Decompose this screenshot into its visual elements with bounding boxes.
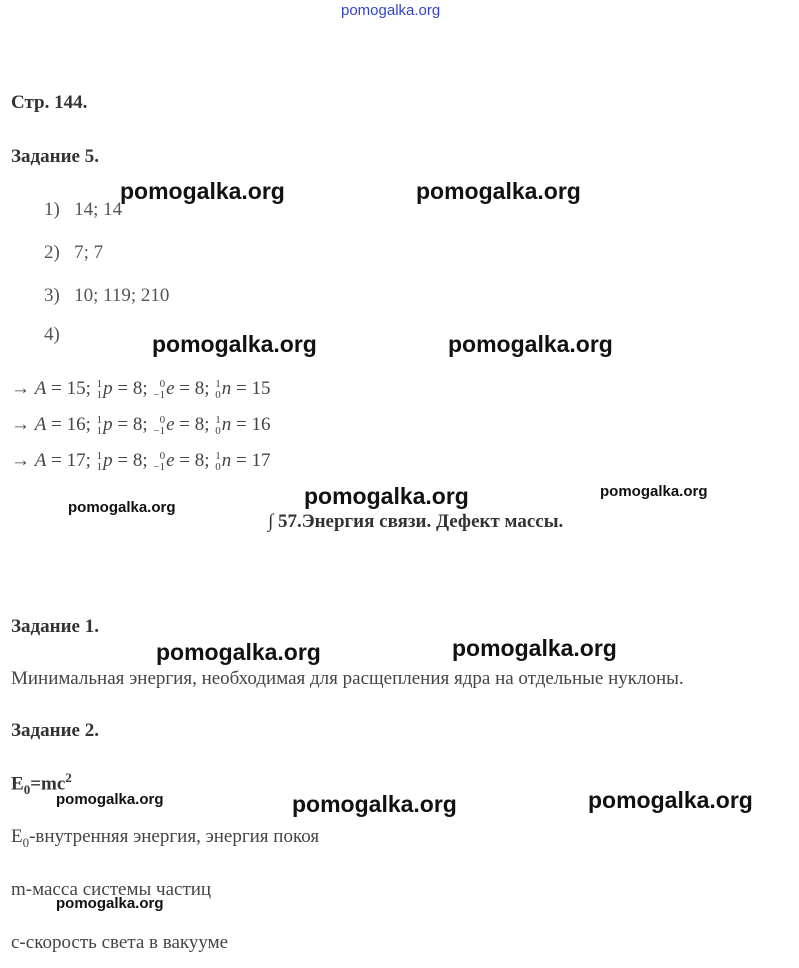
- definition-energy: $E_0$-внутренняя энергия, энергия покоя: [11, 826, 320, 850]
- watermark: pomogalka.org: [120, 178, 285, 204]
- task5-item-1: 1) 14; 14: [44, 199, 123, 220]
- task2-title: Задание 2.: [11, 720, 99, 741]
- energy-formula: $E_0=mc^2$: [11, 770, 72, 798]
- equation-2: → A = 16; 1 1 p = 8; 0 −1 e = 8; 1 0 n = 16: [11, 413, 271, 437]
- watermark: pomogalka.org: [156, 639, 321, 665]
- task5-item-2: 2) 7; 7: [44, 242, 104, 263]
- watermark: pomogalka.org: [152, 331, 317, 357]
- equation-3: → A = 17; 1 1 p = 8; 0 −1 e = 8; 1 0 n = 17: [11, 449, 271, 473]
- watermark: pomogalka.org: [416, 178, 581, 204]
- watermark: pomogalka.org: [56, 895, 164, 912]
- equation-1: → A = 15; 1 1 p = 8; 0 −1 e = 8; 1 0 n = 15: [11, 377, 271, 401]
- watermark: pomogalka.org: [292, 791, 457, 817]
- task1-title: Задание 1.: [11, 616, 99, 637]
- watermark: pomogalka.org: [600, 483, 708, 500]
- task5-item-3: 3) 10; 119; 210: [44, 285, 170, 306]
- definition-mass: m-масса системы частиц: [11, 879, 212, 900]
- task5-title: Задание 5.: [11, 146, 99, 167]
- page-reference: Стр. 144.: [11, 92, 88, 113]
- watermark: pomogalka.org: [304, 483, 469, 509]
- watermark: pomogalka.org: [56, 791, 164, 808]
- task5-item-4: 4): [44, 324, 60, 345]
- watermark: pomogalka.org: [588, 787, 753, 813]
- task1-text: Минимальная энергия, необходимая для расщепления ядра на отдельные нуклоны.: [11, 668, 684, 689]
- watermark: pomogalka.org: [68, 499, 176, 516]
- watermark-top: pomogalka.org: [341, 2, 441, 19]
- watermark: pomogalka.org: [452, 635, 617, 661]
- section-title: ∫ 57.Энергия связи. Дефект массы.: [268, 511, 564, 532]
- watermark: pomogalka.org: [448, 331, 613, 357]
- definition-speed: c-скорость света в вакууме: [11, 932, 229, 953]
